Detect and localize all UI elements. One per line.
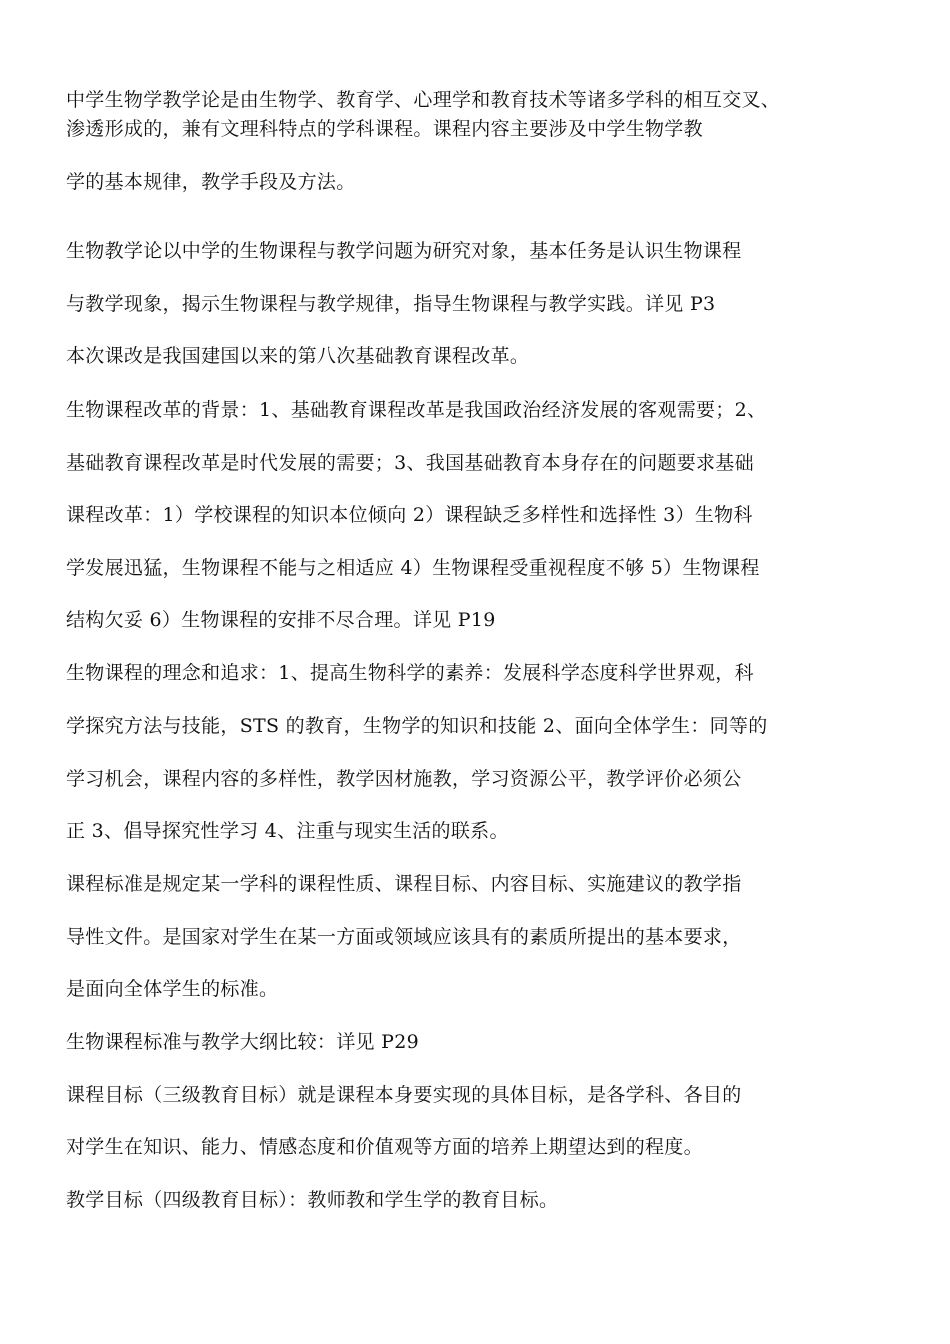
text-line: 学探究方法与技能，STS 的教育，生物学的知识和技能 2、面向全体学生：同等的 (66, 715, 768, 737)
text-line: 结构欠妥 6）生物课程的安排不尽合理。详见 P19 (66, 609, 496, 631)
text-line: 生物教学论以中学的生物课程与教学问题为研究对象，基本任务是认识生物课程 (66, 240, 742, 262)
text-line: 本次课改是我国建国以来的第八次基础教育课程改革。 (66, 345, 530, 367)
text-line: 中学生物学教学论是由生物学、教育学、心理学和教育技术等诸多学科的相互交叉、 (66, 89, 781, 111)
text-line: 生物课程改革的背景：1、基础教育课程改革是我国政治经济发展的客观需要；2、 (66, 399, 767, 421)
text-line: 学习机会，课程内容的多样性，教学因材施教，学习资源公平，教学评价必须公 (66, 768, 742, 790)
text-line: 基础教育课程改革是时代发展的需要；3、我国基础教育本身存在的问题要求基础 (66, 452, 754, 474)
text-line: 导性文件。是国家对学生在某一方面或领域应该具有的素质所提出的基本要求， (66, 926, 742, 948)
text-line: 正 3、倡导探究性学习 4、注重与现实生活的联系。 (66, 820, 509, 842)
text-line: 生物课程的理念和追求：1、提高生物科学的素养：发展科学态度科学世界观，科 (66, 662, 754, 684)
text-line: 对学生在知识、能力、情感态度和价值观等方面的培养上期望达到的程度。 (66, 1136, 703, 1158)
text-line: 课程标准是规定某一学科的课程性质、课程目标、内容目标、实施建议的教学指 (66, 873, 742, 895)
text-line: 学发展迅猛，生物课程不能与之相适应 4）生物课程受重视程度不够 5）生物课程 (66, 557, 760, 579)
text-line: 学的基本规律，教学手段及方法。 (66, 171, 356, 193)
text-line: 课程改革：1）学校课程的知识本位倾向 2）课程缺乏多样性和选择性 3）生物科 (66, 504, 753, 526)
text-line: 与教学现象，揭示生物课程与教学规律，指导生物课程与教学实践。详见 P3 (66, 293, 716, 315)
text-line: 生物课程标准与教学大纲比较：详见 P29 (66, 1031, 420, 1053)
text-line: 课程目标（三级教育目标）就是课程本身要实现的具体目标，是各学科、各目的 (66, 1084, 742, 1106)
text-line: 教学目标（四级教育目标）：教师教和学生学的教育目标。 (66, 1189, 559, 1211)
text-line: 是面向全体学生的标准。 (66, 978, 279, 1000)
text-line: 渗透形成的，兼有文理科特点的学科课程。课程内容主要涉及中学生物学教 (66, 118, 703, 140)
